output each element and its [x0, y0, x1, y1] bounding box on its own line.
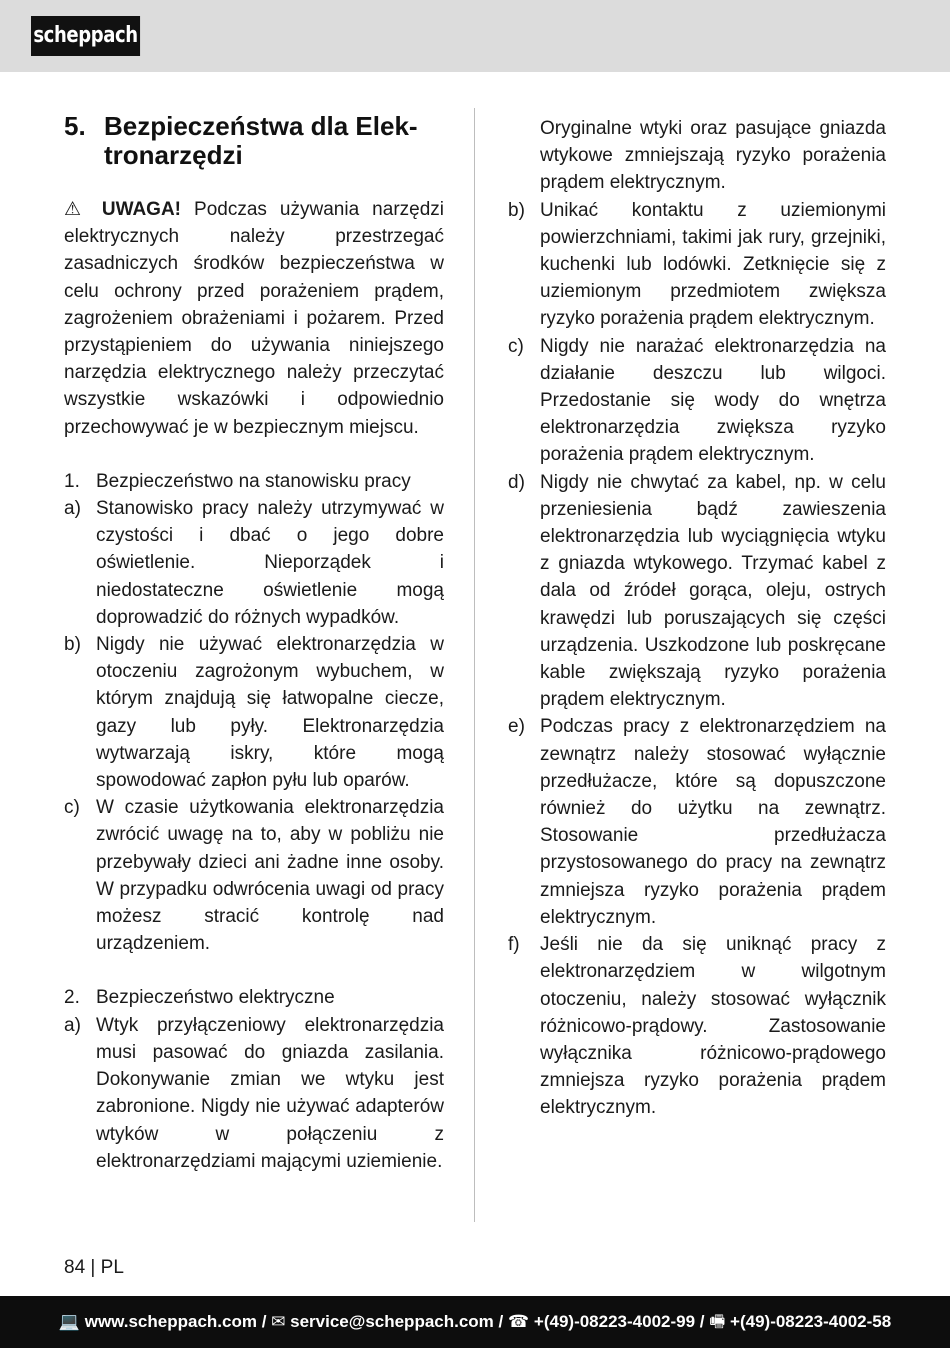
list-item: [508, 333, 886, 469]
section-title: [64, 112, 444, 170]
warning-label: UWAGA!: [101, 199, 181, 220]
right-column: [508, 115, 886, 1122]
list-item: [64, 794, 444, 957]
footer-website[interactable]: www.scheppach.com: [84, 1312, 257, 1331]
subsection-number: 1.: [64, 470, 80, 492]
list-item: [508, 931, 886, 1121]
page-number-value: 84: [64, 1257, 86, 1278]
warning-paragraph: [64, 196, 444, 441]
list-item-label: a): [64, 1014, 81, 1036]
list-item-label: c): [508, 335, 524, 357]
list-item-text: Nigdy nie używać elektronarzędzia w otoczeniu zagrożonym wybuchem, w którym znajdują się łatwopalne ciecze, gazy lub pyły. Elektronarzędzia wytwarzają iskry, które mogą spowodować zapłon pyłu lub oparów.: [96, 634, 444, 792]
footer-separator: /: [256, 1312, 272, 1331]
left-column: [64, 112, 444, 1175]
phone-icon: ☎: [507, 1312, 530, 1331]
list-item-label: a): [64, 498, 81, 520]
list-item-label: f): [508, 934, 520, 956]
list-item-text: Stanowisko pracy należy utrzymywać w czystości i dbać o jego dobre oświetlenie. Nieporządek i niedostateczne oświetlenie mogą doprowadzić do różnych wypadków.: [96, 498, 444, 628]
footer-phone[interactable]: +(49)-08223-4002-99: [533, 1312, 696, 1331]
scheppach-logo: scheppach: [31, 16, 140, 56]
column-divider: [474, 108, 475, 1222]
page-language: PL: [100, 1257, 124, 1278]
list-item-text: Wtyk przyłączeniowy elektronarzędzia musi pasować do gniazda zasilania. Dokonywanie zmian we wtyku jest zabronione. Nigdy nie używać adapterów wtyków w połączeniu z elektronarzędziami mającymi uziemienie.: [96, 1014, 444, 1172]
list-item: [508, 713, 886, 931]
footer-email[interactable]: service@scheppach.com: [290, 1312, 494, 1331]
list-item-continuation: Oryginalne wtyki oraz pasujące gniazda wtykowe zmniejszają ryzyko porażenia prądem elektrycznym.: [540, 118, 886, 194]
page-separator: |: [90, 1257, 96, 1278]
list-item: [64, 1012, 444, 1175]
list-item: [64, 631, 444, 794]
footer-separator: /: [493, 1312, 508, 1331]
page-number: [64, 1256, 124, 1280]
footer-fax: +(49)-08223-4002-58: [730, 1312, 892, 1331]
list-item-text: Podczas pracy z elektronarzędziem na zewnątrz należy stosować wyłącznie przedłużacze, które są dopuszczone również do użytku na zewnątrz. Stosowanie przedłużacza przystosowanego do pracy na zewnątrz zmniejsza ryzyko porażenia prądem elektrycznym.: [540, 716, 886, 928]
subsection-heading: [64, 468, 444, 495]
list-item: [508, 469, 886, 714]
fax-icon: 🖷: [709, 1312, 726, 1331]
list-item: [508, 197, 886, 333]
list-item-text: Jeśli nie da się uniknąć pracy z elektronarzędziem w wilgotnym otoczeniu, należy stosować wyłącznik różnicowo-prądowy. Zastosowanie wyłącznika różnicowo-prądowego zmniejsza ryzyko porażenia prądem elektrycznym.: [540, 934, 886, 1119]
list-item-label: d): [508, 471, 525, 493]
list-item-text: Unikać kontaktu z uziemionymi powierzchniami, takimi jak rury, grzejniki, kuchenki lub lodówki. Zetknięcie się z uziemionym przedmiotem zwiększa ryzyko porażenia prądem elektrycznym.: [540, 199, 886, 330]
subsection-heading: [64, 984, 444, 1011]
list-item-label: c): [64, 797, 80, 819]
subsection-title: Bezpieczeństwo na stanowisku pracy: [96, 470, 411, 492]
list-item-label: b): [64, 634, 81, 656]
page-footer: [0, 1296, 950, 1348]
list-item-text: Nigdy nie narażać elektronarzędzia na działanie deszczu lub wilgoci. Przedostanie się wody do wnętrza elektronarzędzia zwiększa ryzyko porażenia prądem elektrycznym.: [540, 335, 886, 466]
computer-icon: 💻: [58, 1312, 80, 1331]
list-item: [64, 495, 444, 631]
mail-icon: ✉: [271, 1312, 286, 1331]
warning-triangle-icon: ⚠: [64, 199, 89, 220]
section-number: 5.: [64, 111, 86, 141]
subsection-number: 2.: [64, 987, 80, 1009]
warning-text: Podczas używania narzędzi elektrycznych należy przestrzegać zasadniczych środków bezpieczeństwa w celu ochrony przed porażeniem prądem, zagrożeniem obrażeniami i pożarem. Przed przystąpieniem do używania niniejszego narzędzia elektrycznego należy przeczytać wszystkie wskazówki i odpowiednio przechowywać je w bezpiecznym miejscu.: [64, 199, 444, 438]
subsection-title: Bezpieczeństwo elektryczne: [96, 987, 335, 1009]
list-item-label: b): [508, 199, 525, 221]
list-item-label: e): [508, 716, 525, 738]
list-item-text: Nigdy nie chwytać za kabel, np. w celu przeniesienia bądź zawieszenia elektronarzędzia lub wyciągnięcia wtyku z gniazda wtykowego. Trzymać kabel z dala od źródeł gorąca, oleju, ostrych krawędzi lub poruszających się części urządzenia. Uszkodzone lub poskręcane kable zwiększają ryzyko porażenia prądem elektrycznym.: [540, 471, 886, 711]
footer-separator: /: [695, 1312, 710, 1331]
section-title-text: Bezpieczeństwa dla Elek-tronarzędzi: [104, 111, 418, 170]
list-item-text: W czasie użytkowania elektronarzędzia zwrócić uwagę na to, aby w pobliżu nie przebywały dzieci ani żadne inne osoby. W przypadku odwrócenia uwagi od pracy możesz stracić kontrolę nad urządzeniem.: [96, 797, 444, 955]
page-header: [0, 0, 950, 72]
